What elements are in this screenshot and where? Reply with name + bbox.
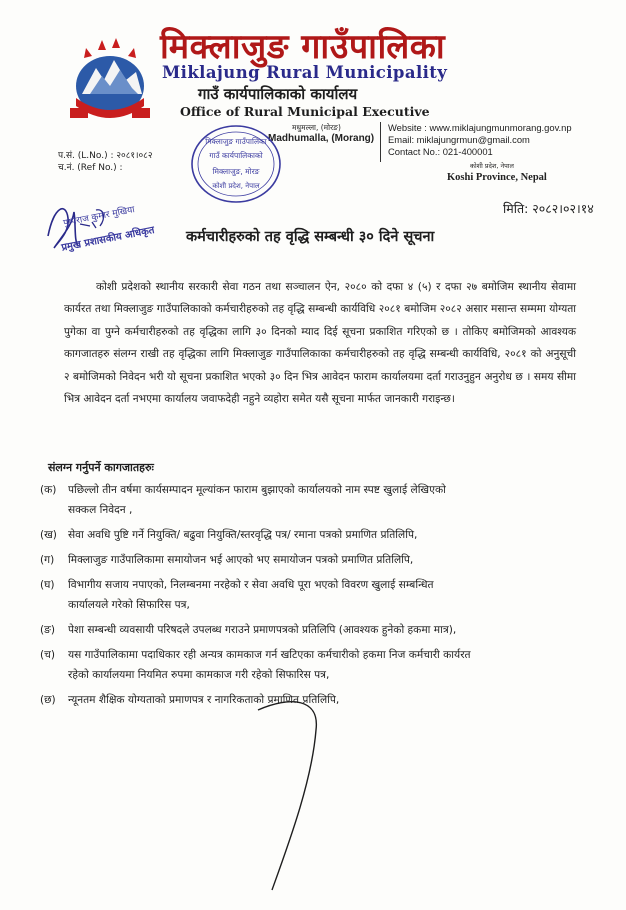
item-text: यस गाउँपालिकामा पदाधिकार रही अन्यत्र कामकाज गर्न खटिएका कर्मचारीको हकमा निज कर्मचारी कार्यरत [68, 649, 471, 661]
email-text: Email: miklajungrmun@gmail.com [388, 134, 530, 146]
list-item [40, 575, 592, 615]
item-label: (ग) [40, 554, 55, 566]
address-np: मधुमल्ला, (मोरङ) [292, 123, 341, 132]
signatory-role: प्रमुख प्रशासकीय अधिकृत [60, 224, 156, 254]
item-text: पेशा सम्बन्धी व्यवसायी परिषदले उपलब्ध गराउने प्रमाणपत्रको प्रतिलिपि (आवश्यक हुनेको हकमा मात्र), [68, 624, 457, 636]
stamp-line-3: मिक्लाजुङ, मोरङ [212, 167, 260, 176]
list-item [40, 645, 592, 685]
website-text: Website : www.miklajungmunmorang.gov.np [388, 122, 572, 133]
list-item [40, 480, 592, 520]
item-label: (छ) [40, 694, 56, 706]
item-text-continued: सक्कल निवेदन , [68, 504, 133, 516]
item-text-continued: कार्यालयले गरेको सिफारिस पत्र, [68, 599, 190, 611]
item-label: (ङ) [40, 624, 56, 636]
stamp-line-4: कोशी प्रदेश, नेपाल [212, 182, 260, 190]
item-label: (ख) [40, 529, 57, 541]
letter-number: प.सं. (L.No.) : २०८१।०८२ [58, 151, 153, 161]
item-label: (घ) [40, 579, 55, 591]
attachments-heading: संलग्न गर्नुपर्ने कागजातहरुः [48, 461, 154, 474]
handwritten-mark-icon [250, 690, 330, 900]
province-np: कोशी प्रदेश, नेपाल [470, 162, 514, 170]
office-name-np: गाउँ कार्यपालिकाको कार्यालय [198, 85, 358, 103]
item-text: मिक्लाजुङ गाउँपालिकामा समायोजन भई आएको भए समायोजन पत्रको प्रमाणित प्रतिलिपि, [68, 554, 414, 566]
municipality-name-np: मिक्लाजुङ गाउँपालिका [160, 27, 446, 67]
item-text: पछिल्लो तीन वर्षमा कार्यसम्पादन मूल्यांकन फाराम बुझाएको कार्यालयको नाम स्पष्ट खुलाई लेखिएको [68, 484, 446, 496]
province-en: Koshi Province, Nepal [447, 172, 547, 183]
item-text: विभागीय सजाय नपाएको, निलम्बनमा नरहेको र सेवा अवधि पूरा भएको विवरण खुलाई सम्बन्धित [68, 579, 434, 591]
header-divider [380, 122, 381, 162]
notice-body: कोशी प्रदेशको स्थानीय सरकारी सेवा गठन तथा सञ्चालन ऐन, २०८० को दफा ४ (५) र दफा २७ बमोजिम स्थानीय सेवामा कार्यरत तथा मिक्लाजुङ गाउँपालिकाको कर्मचारीहरुको तह वृद्धि सम्बन्धी कार्यविधि २०८१ बमोजिम २०८२ असार मसान्त सम्ममा योग्यता पुगेका वा पुग्ने कर्मचारीहरुको तह वृद्धिका लागि ३० दिनको म्याद दिई सूचना प्रकाशित गरिएको छ । तोकिए बमोजिमको आवश्यक कागजातहरु संलग्न राखी तह वृद्धिका लागि मिक्लाजुङ गाउँपालिकाका कर्मचारीहरुको तह वृद्धि सम्बन्धी कार्यविधि, २०८१ को अनुसूची २ बमोजिमको निवेदन भरी यो सूचना प्रकाशित भएको ३० दिन भित्र आवेदन फाराम कार्यालयमा दर्ता गराउनुहुन अनुरोध छ । समय सीमा भित्र आवेदन दर्ता नभएमा कार्यालय जवाफदेही नहुने व्यहोरा समेत यसै सूचना मार्फत जानकारी गराइन्छ। [64, 281, 576, 406]
list-item [40, 620, 592, 640]
item-label: (च) [40, 649, 55, 661]
reference-block [58, 150, 153, 174]
list-item [40, 550, 592, 570]
notice-title: कर्मचारीहरुको तह वृद्धि सम्बन्धी ३० दिने सूचना [186, 229, 435, 245]
address-en: Madhumalla, (Morang) [268, 133, 375, 144]
contact-number-text: Contact No.: 021-400001 [388, 146, 493, 158]
stamp-line-2: गाउँ कार्यपालिकाको [209, 151, 263, 160]
reference-number: च.नं. (Ref No.) : [58, 163, 123, 173]
list-item [40, 525, 592, 545]
municipality-name-en: Miklajung Rural Municipality [162, 63, 448, 82]
contact-block [388, 122, 623, 159]
office-stamp-icon [188, 122, 284, 206]
signatory-name: पुष्पराज कुमार मुखिया [62, 205, 136, 229]
emblem-icon [62, 36, 158, 128]
stamp-line-1: मिक्लाजुङ गाउँपालिका [205, 137, 267, 146]
attachments-list [40, 480, 592, 715]
notice-date: मिति: २०८२।०२।१४ [503, 201, 594, 216]
item-label: (क) [40, 484, 57, 496]
item-text: न्यूनतम शैक्षिक योग्यताको प्रमाणपत्र र नागरिकताको प्रमाणित प्रतिलिपि, [68, 694, 340, 706]
item-text-continued: रहेको कार्यालयमा नियमित रुपमा कामकाज गरी रहेको सिफारिस पत्र, [68, 669, 330, 681]
office-name-en: Office of Rural Municipal Executive [180, 104, 430, 119]
item-text: सेवा अवधि पुष्टि गर्ने नियुक्ति/ बढुवा नियुक्ति/स्तरवृद्धि पत्र/ रमाना पत्रको प्रमाणित प्रतिलिपि, [68, 529, 418, 541]
